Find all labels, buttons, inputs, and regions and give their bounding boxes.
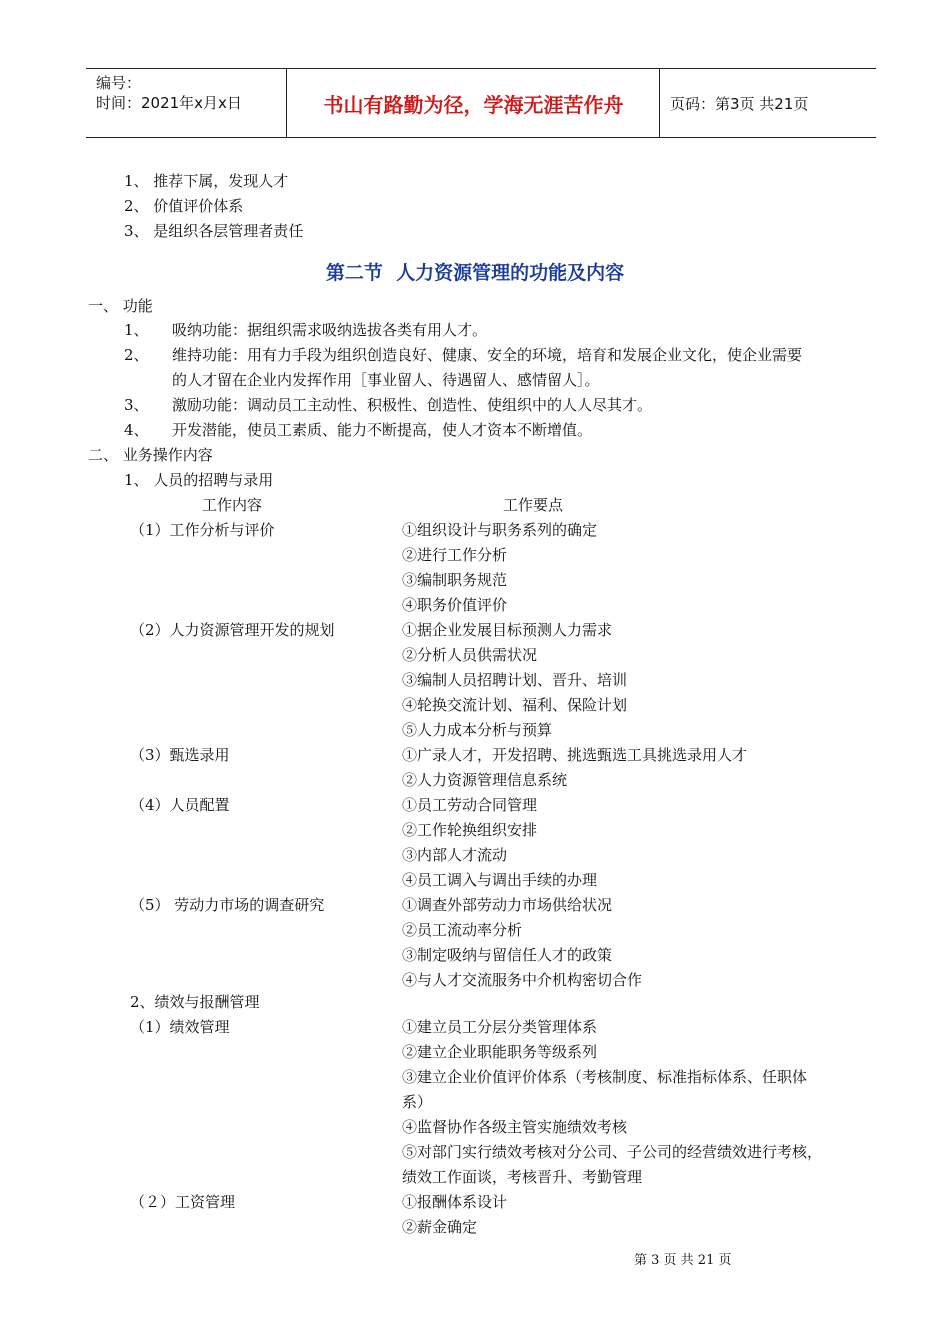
row-point: ②工作轮换组织安排 bbox=[402, 821, 538, 839]
number-label: 编号： bbox=[96, 74, 142, 92]
function-num: 2、 bbox=[124, 346, 149, 364]
row-point: ③编制人员招聘计划、晋升、培训 bbox=[402, 671, 628, 689]
row-point: ④监督协作各级主管实施绩效考核 bbox=[402, 1118, 628, 1136]
row-point: ④与人才交流服务中介机构密切合作 bbox=[402, 971, 643, 989]
row-point: ⑤对部门实行绩效考核对分公司、子公司的经营绩效进行考核， bbox=[402, 1143, 823, 1161]
part2-sub2: 2、绩效与报酬管理 bbox=[130, 993, 260, 1011]
row-content: （4）人员配置 bbox=[130, 796, 230, 814]
row-point: ⑤人力成本分析与预算 bbox=[402, 721, 553, 739]
function-num: 3、 bbox=[124, 396, 149, 414]
page-header bbox=[86, 68, 876, 138]
row-content: （3）甄选录用 bbox=[130, 746, 230, 764]
header-meta bbox=[86, 69, 287, 137]
row-point: ①建立员工分层分类管理体系 bbox=[402, 1018, 598, 1036]
function-num: 1、 bbox=[124, 321, 149, 339]
row-point: ①据企业发展目标预测人力需求 bbox=[402, 621, 613, 639]
intro-item: 2、 价值评价体系 bbox=[124, 197, 244, 215]
intro-item: 3、 是组织各层管理者责任 bbox=[124, 222, 304, 240]
row-point: ④职务价值评价 bbox=[402, 596, 508, 614]
row-point: ③建立企业价值评价体系（考核制度、标准指标体系、任职体 bbox=[402, 1068, 808, 1086]
function-text: 开发潜能，使员工素质、能力不断提高，使人才资本不断增值。 bbox=[172, 421, 593, 439]
page-footer: 第 3 页 共 21 页 bbox=[634, 1253, 732, 1268]
row-point: ①广录人才，开发招聘、挑选甄选工具挑选录用人才 bbox=[402, 746, 748, 764]
time-label: 时间：2021年x月x日 bbox=[96, 94, 242, 112]
row-point: ③制定吸纳与留信任人才的政策 bbox=[402, 946, 613, 964]
row-content: （２）工资管理 bbox=[130, 1193, 236, 1211]
row-point: ②员工流动率分析 bbox=[402, 921, 523, 939]
row-point: ①组织设计与职务系列的确定 bbox=[402, 521, 598, 539]
intro-item: 1、 推荐下属，发现人才 bbox=[124, 172, 289, 190]
header-motto: 书山有路勤为径，学海无涯苦作舟 bbox=[288, 69, 660, 137]
row-point: ②建立企业职能职务等级系列 bbox=[402, 1043, 598, 1061]
row-point: ②进行工作分析 bbox=[402, 546, 508, 564]
part2-heading: 二、 业务操作内容 bbox=[88, 446, 213, 464]
function-text-cont: 的人才留在企业内发挥作用［事业留人、待遇留人、感情留人］。 bbox=[172, 371, 600, 389]
col-header-content: 工作内容 bbox=[202, 496, 263, 514]
section-title: 第二节 人力资源管理的功能及内容 bbox=[325, 262, 625, 284]
col-header-points: 工作要点 bbox=[503, 496, 564, 514]
part1-heading: 一、 功能 bbox=[88, 297, 153, 315]
function-text: 吸纳功能：据组织需求吸纳选拔各类有用人才。 bbox=[172, 321, 488, 339]
row-point: ④轮换交流计划、福利、保险计划 bbox=[402, 696, 628, 714]
row-point: 系） bbox=[402, 1093, 433, 1111]
row-point: ③编制职务规范 bbox=[402, 571, 508, 589]
row-point: ②分析人员供需状况 bbox=[402, 646, 538, 664]
row-point: ②人力资源管理信息系统 bbox=[402, 771, 568, 789]
row-point: ④员工调入与调出手续的办理 bbox=[402, 871, 598, 889]
row-point: ①报酬体系设计 bbox=[402, 1193, 508, 1211]
row-point: ③内部人才流动 bbox=[402, 846, 508, 864]
row-content: （1）绩效管理 bbox=[130, 1018, 230, 1036]
header-page-info: 页码：第3页 共21页 bbox=[670, 94, 809, 113]
row-point: ①员工劳动合同管理 bbox=[402, 796, 538, 814]
row-point: ②薪金确定 bbox=[402, 1218, 478, 1236]
row-point: ①调查外部劳动力市场供给状况 bbox=[402, 896, 613, 914]
part2-sub1: 1、 人员的招聘与录用 bbox=[124, 471, 274, 489]
function-text: 维持功能：用有力手段为组织创造良好、健康、安全的环境，培育和发展企业文化，使企业需要 bbox=[172, 346, 803, 364]
function-num: 4、 bbox=[124, 421, 149, 439]
row-content: （2）人力资源管理开发的规划 bbox=[130, 621, 335, 639]
row-point: 绩效工作面谈，考核晋升、考勤管理 bbox=[402, 1168, 643, 1186]
row-content: （1）工作分析与评价 bbox=[130, 521, 275, 539]
row-content: （5） 劳动力市场的调查研究 bbox=[130, 896, 325, 914]
function-text: 激励功能：调动员工主动性、积极性、创造性、使组织中的人人尽其才。 bbox=[172, 396, 653, 414]
